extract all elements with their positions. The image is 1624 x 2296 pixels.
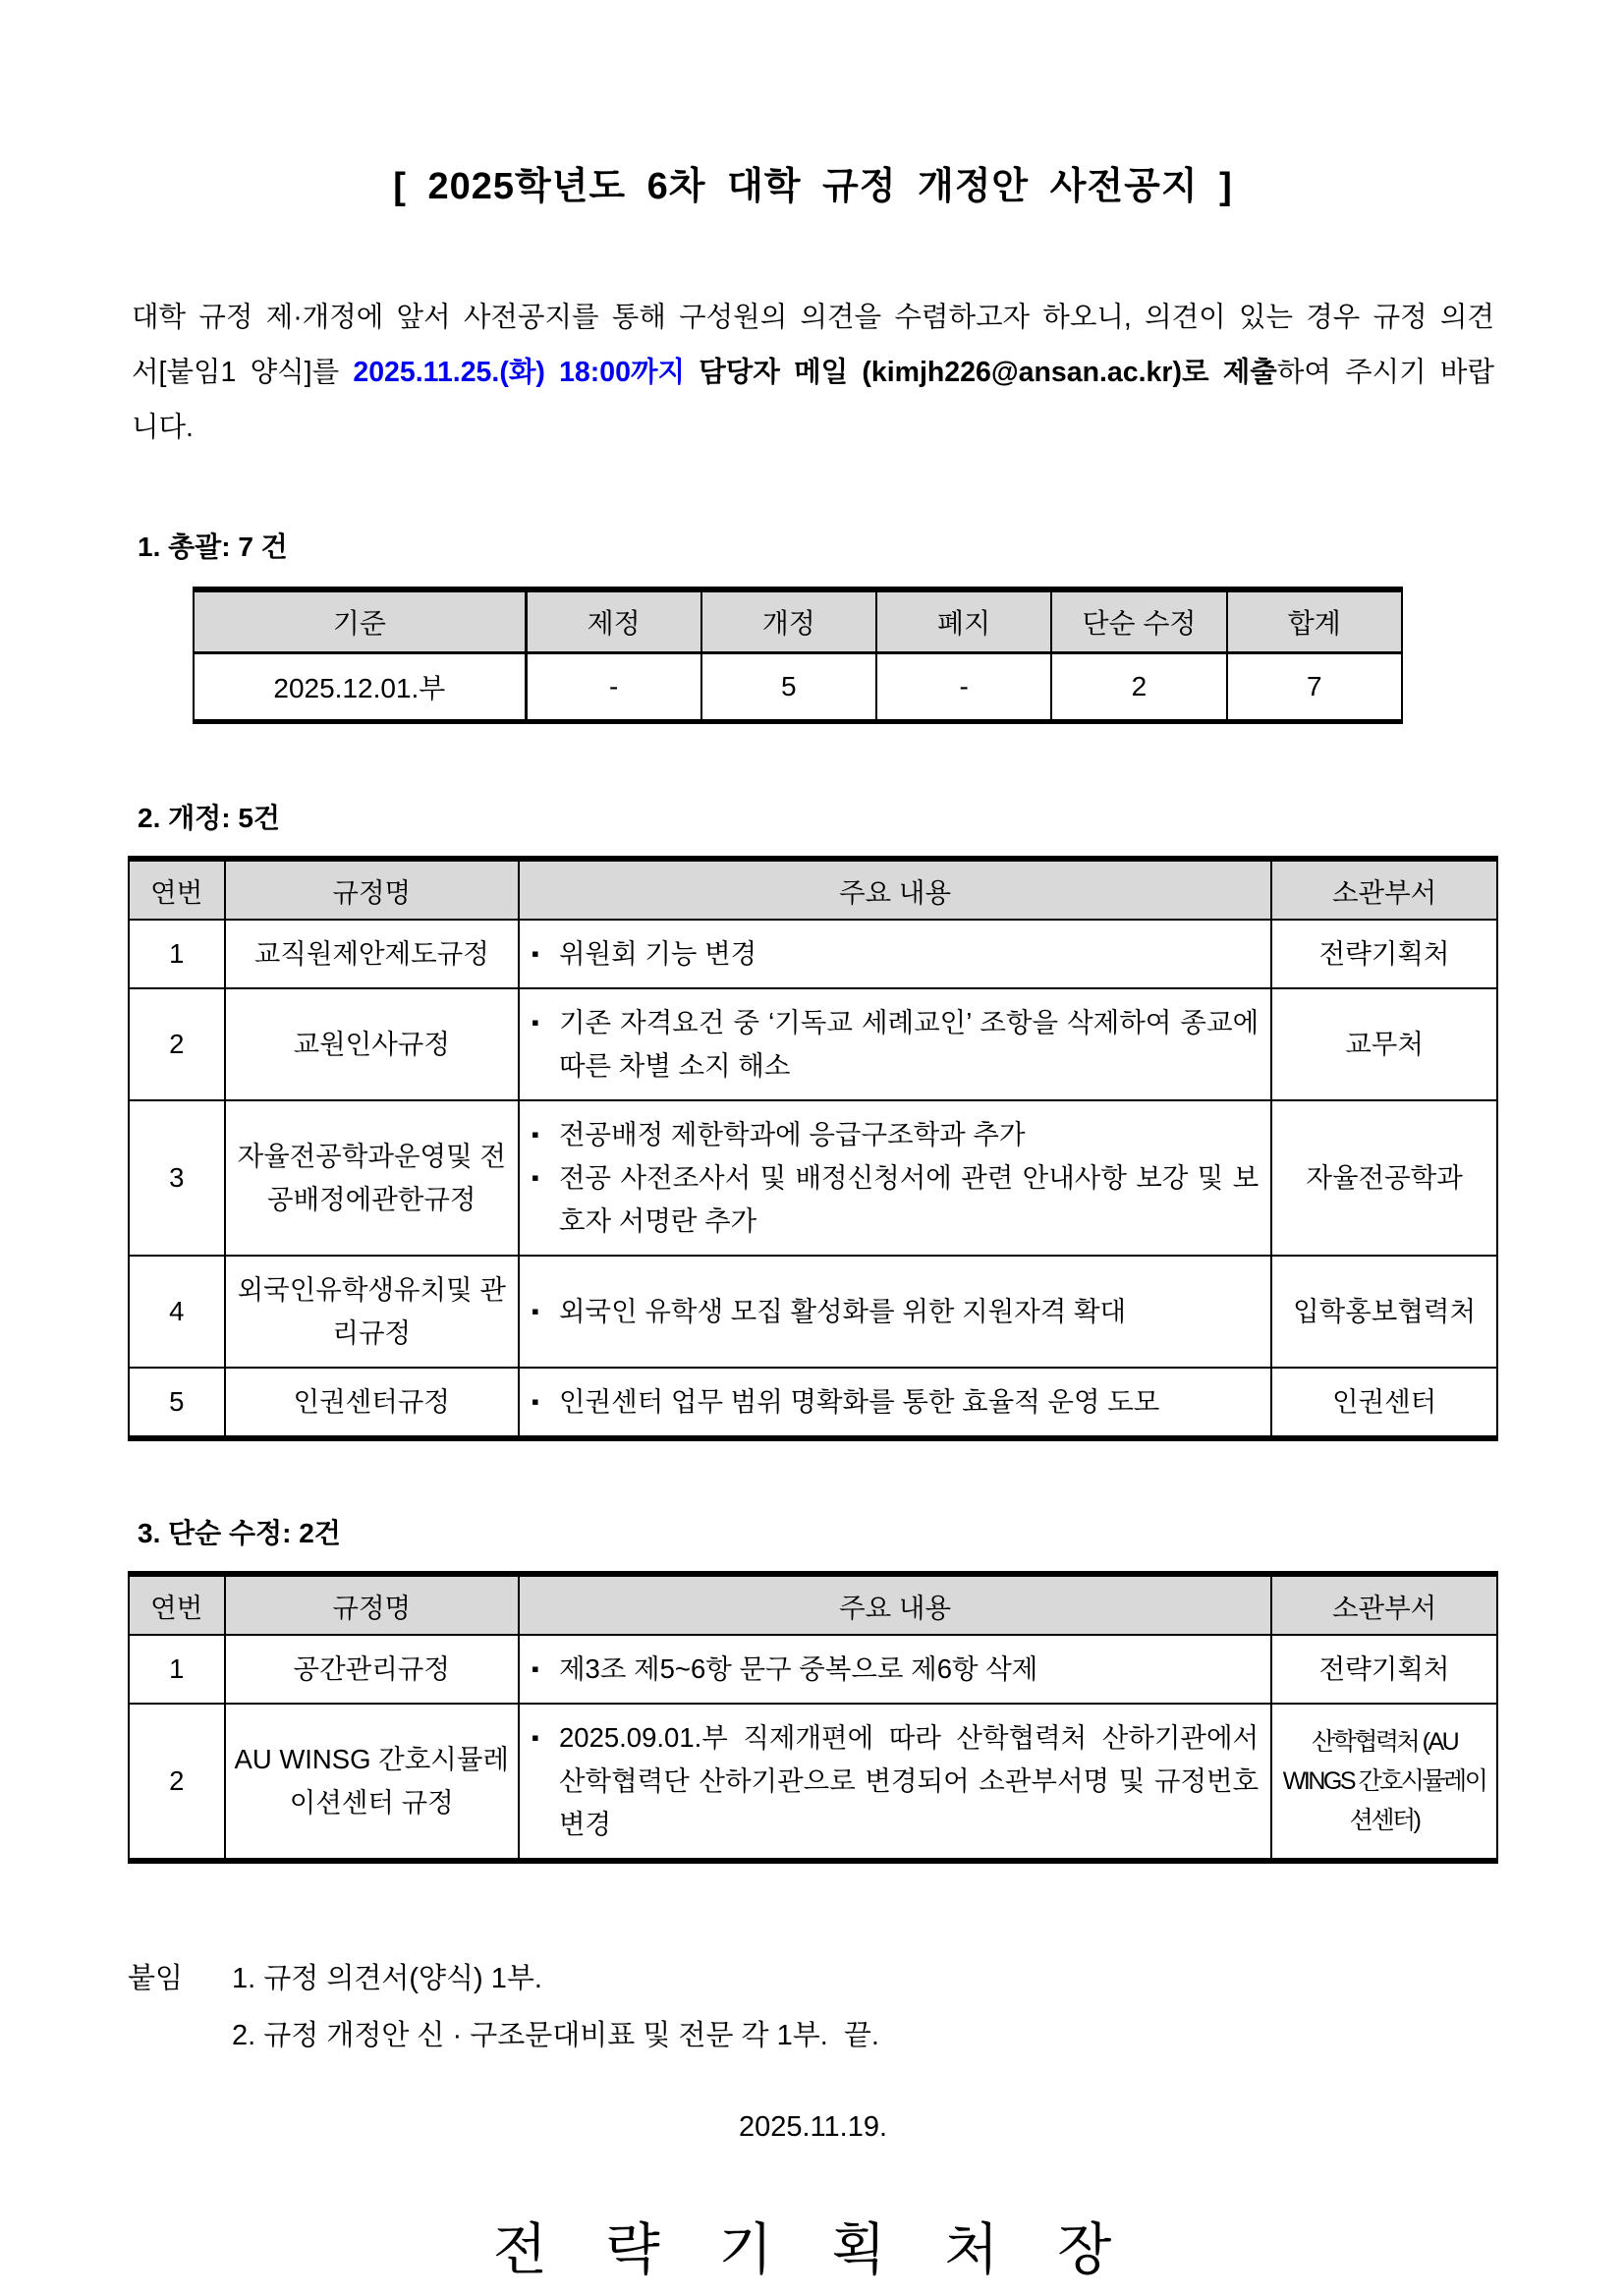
cell-rule-name: 교직원제안제도규정 (225, 920, 519, 988)
cell-no: 5 (129, 1368, 225, 1438)
table-row (129, 920, 1497, 988)
bullet-item: ▪ 인권센터 업무 범위 명확화를 통한 효율적 운영 도모 (530, 1380, 1259, 1424)
cell-dept: 입학홍보협력처 (1271, 1256, 1497, 1368)
cell-content (519, 1635, 1271, 1704)
bullet-item: ▪ 위원회 기능 변경 (530, 932, 1259, 976)
bullet-item: ▪ 2025.09.01.부 직제개편에 따라 산학협력처 산하기관에서 산학협력단 산하기관으로 변경되어 소관부서명 및 규정번호 변경 (530, 1716, 1259, 1846)
document-date: 2025.11.19. (738, 2111, 888, 2143)
cell-no: 4 (129, 1256, 225, 1368)
cell-dept: 인권센터 (1271, 1368, 1497, 1438)
section-3-heading: 3. 단순 수정: 2건 (138, 1518, 341, 1548)
table-row (129, 1368, 1497, 1438)
simple-edits-table (128, 1571, 1498, 1864)
cell-dept: 자율전공학과 (1271, 1100, 1497, 1256)
simple-edits-header-row (129, 1574, 1497, 1635)
attachments-block (128, 1950, 1498, 2064)
cell-content (519, 1256, 1271, 1368)
section-1-heading: 1. 총괄: 7 건 (138, 532, 288, 562)
cell-rule-name: 외국인유학생유치및 관리규정 (225, 1256, 519, 1368)
table-row (129, 988, 1497, 1100)
summary-cell-total: 7 (1227, 653, 1402, 722)
summary-header-total: 합계 (1227, 589, 1402, 653)
summary-header-enacted: 제정 (526, 589, 700, 653)
summary-header-simple-edit: 단순 수정 (1051, 589, 1226, 653)
cell-no: 1 (129, 1635, 225, 1704)
summary-cell-basis: 2025.12.01.부 (194, 653, 526, 722)
cell-rule-name: 교원인사규정 (225, 988, 519, 1100)
attachments-label: 붙임 (128, 1963, 184, 1994)
intro-email: (kimjh226@ansan.ac.kr)로 제출 (862, 357, 1277, 388)
revisions-header-row (129, 859, 1497, 920)
cell-no: 1 (129, 920, 225, 988)
table-row (129, 1100, 1497, 1256)
summary-table (193, 587, 1403, 724)
bullet-item: ▪ 기존 자격요건 중 ‘기독교 세례교인’ 조항을 삭제하여 종교에 따른 차별 소지 해소 (530, 1001, 1259, 1088)
summary-cell-simple-edit: 2 (1051, 653, 1226, 722)
cell-no: 2 (129, 988, 225, 1100)
simple-edits-header-dept: 소관부서 (1271, 1574, 1497, 1635)
revisions-header-content: 주요 내용 (519, 859, 1271, 920)
attachment-item-1: 1. 규정 의견서(양식) 1부. (232, 1963, 542, 1994)
revisions-header-no: 연번 (129, 859, 225, 920)
revisions-header-dept: 소관부서 (1271, 859, 1497, 920)
cell-dept: 산학협력처 (AU WINGS 간호시뮬레이션센터) (1271, 1704, 1497, 1861)
cell-content (519, 920, 1271, 988)
table-row (129, 1256, 1497, 1368)
document-title: [ 2025학년도 6차 대학 규정 개정안 사전공지 ] (393, 166, 1233, 207)
cell-dept: 교무처 (1271, 988, 1497, 1100)
intro-paragraph (132, 290, 1494, 455)
bullet-item: ▪ 외국인 유학생 모집 활성화를 위한 지원자격 확대 (530, 1290, 1259, 1333)
cell-content (519, 988, 1271, 1100)
cell-dept: 전략기획처 (1271, 1635, 1497, 1704)
bullet-item: ▪ 전공 사전조사서 및 배정신청서에 관련 안내사항 보강 및 보호자 서명란 추가 (530, 1156, 1259, 1243)
cell-rule-name: 공간관리규정 (225, 1635, 519, 1704)
signature-title: 전 략 기 획 처 장 (492, 2218, 1134, 2281)
summary-data-row (194, 653, 1402, 722)
cell-rule-name: AU WINSG 간호시뮬레이션센터 규정 (225, 1704, 519, 1861)
cell-content (519, 1704, 1271, 1861)
simple-edits-header-name: 규정명 (225, 1574, 519, 1635)
attachment-item-2: 2. 규정 개정안 신 · 구조문대비표 및 전문 각 1부. 끝. (232, 2020, 879, 2051)
bullet-item: ▪ 제3조 제5~6항 문구 중복으로 제6항 삭제 (530, 1648, 1259, 1691)
summary-header-revised: 개정 (701, 589, 876, 653)
bullet-item: ▪ 전공배정 제한학과에 응급구조학과 추가 (530, 1113, 1259, 1156)
summary-header-row (194, 589, 1402, 653)
revisions-header-name: 규정명 (225, 859, 519, 920)
simple-edits-header-no: 연번 (129, 1574, 225, 1635)
summary-header-basis: 기준 (194, 589, 526, 653)
cell-dept: 전략기획처 (1271, 920, 1497, 988)
cell-rule-name: 자율전공학과운영및 전공배정에관한규정 (225, 1100, 519, 1256)
summary-cell-revised: 5 (701, 653, 876, 722)
summary-header-abolished: 폐지 (876, 589, 1051, 653)
revisions-table (128, 856, 1498, 1441)
summary-cell-abolished: - (876, 653, 1051, 722)
intro-text-after: 하여 주시기 바랍니다. (132, 357, 1494, 443)
simple-edits-header-content: 주요 내용 (519, 1574, 1271, 1635)
table-row (129, 1704, 1497, 1861)
cell-content (519, 1100, 1271, 1256)
cell-content (519, 1368, 1271, 1438)
section-2-heading: 2. 개정: 5건 (138, 803, 280, 833)
cell-rule-name: 인권센터규정 (225, 1368, 519, 1438)
intro-text-before: 대학 규정 제·개정에 앞서 사전공지를 통해 구성원의 의견을 수렴하고자 하오니, 의견이 있는 경우 규정 의견서[붙임1 양식]를 (132, 302, 1494, 388)
cell-no: 2 (129, 1704, 225, 1861)
summary-cell-enacted: - (526, 653, 700, 722)
intro-contact-label: 담당자 메일 (685, 357, 863, 388)
table-row (129, 1635, 1497, 1704)
intro-deadline: 2025.11.25.(화) 18:00까지 (353, 357, 686, 388)
cell-no: 3 (129, 1100, 225, 1256)
